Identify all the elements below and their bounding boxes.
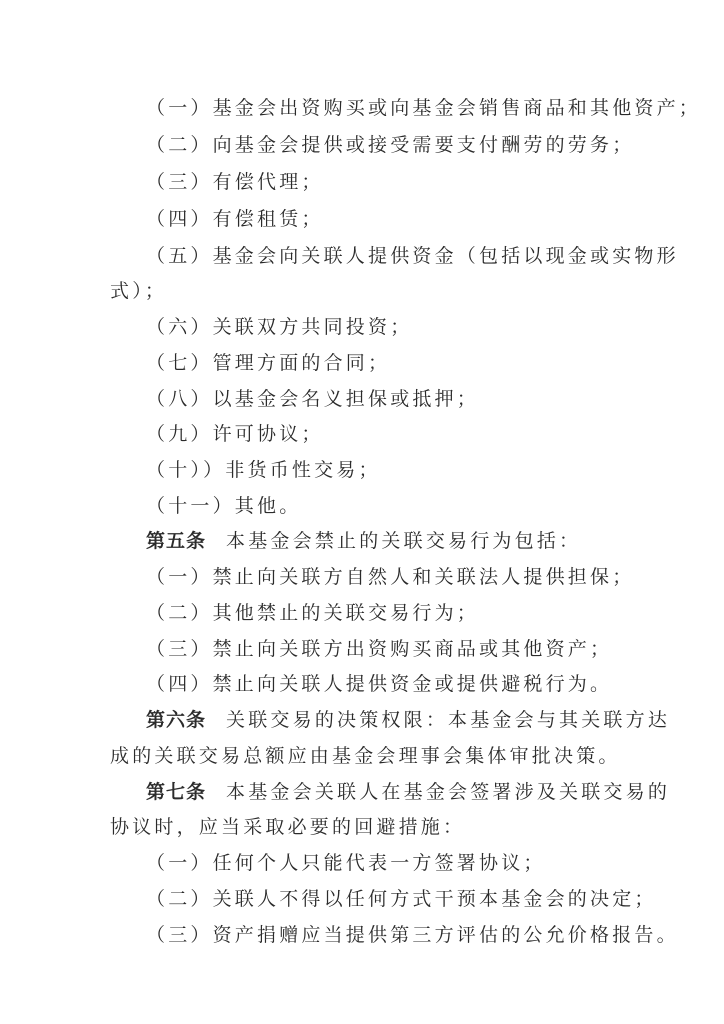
- list-item: （四）禁止向关联人提供资金或提供避税行为。: [146, 673, 613, 695]
- list-item: （五）基金会向关联人提供资金（包括以现金或实物形: [146, 245, 679, 267]
- article-6-continuation: 成的关联交易总额应由基金会理事会集体审批决策。: [110, 745, 621, 767]
- list-item: （三）禁止向关联方出资购买商品或其他资产；: [146, 638, 613, 660]
- list-item: （九）许可协议；: [146, 423, 324, 445]
- article-7-heading: 第七条: [146, 781, 207, 803]
- list-item: （一）禁止向关联方自然人和关联法人提供担保；: [146, 566, 635, 588]
- article-6-heading: 第六条: [146, 709, 207, 731]
- article-5-heading: 第五条: [146, 530, 207, 552]
- article-6-text: 关联交易的决策权限：本基金会与其关联方达: [226, 709, 671, 731]
- list-item: （四）有偿租赁；: [146, 208, 324, 230]
- article-7-continuation: 协议时，应当采取必要的回避措施：: [110, 816, 466, 838]
- list-item: （六）关联双方共同投资；: [146, 316, 413, 338]
- list-item: （二）向基金会提供或接受需要支付酬劳的劳务；: [146, 134, 635, 156]
- article-7-paragraph: [146, 780, 670, 804]
- list-item: （十一）其他。: [146, 495, 302, 517]
- list-item: （十））非货币性交易；: [146, 459, 381, 481]
- article-7-text: 本基金会关联人在基金会签署涉及关联交易的: [226, 781, 671, 803]
- list-item: （二）关联人不得以任何方式干预本基金会的决定；: [146, 888, 657, 910]
- list-item: （一）基金会出资购买或向基金会销售商品和其他资产；: [146, 97, 702, 119]
- article-6-paragraph: [146, 708, 670, 732]
- article-5-text: 本基金会禁止的关联交易行为包括：: [226, 530, 582, 552]
- article-5-paragraph: [146, 529, 581, 553]
- list-item: （一）任何个人只能代表一方签署协议；: [146, 852, 546, 874]
- list-item: （二）其他禁止的关联交易行为；: [146, 602, 480, 624]
- list-item: （三）资产捐赠应当提供第三方评估的公允价格报告。: [146, 924, 679, 946]
- list-item: （三）有偿代理；: [146, 171, 324, 193]
- list-item: （八）以基金会名义担保或抵押；: [146, 388, 480, 410]
- list-item-continuation: 式）；: [110, 280, 168, 302]
- list-item: （七）管理方面的合同；: [146, 352, 391, 374]
